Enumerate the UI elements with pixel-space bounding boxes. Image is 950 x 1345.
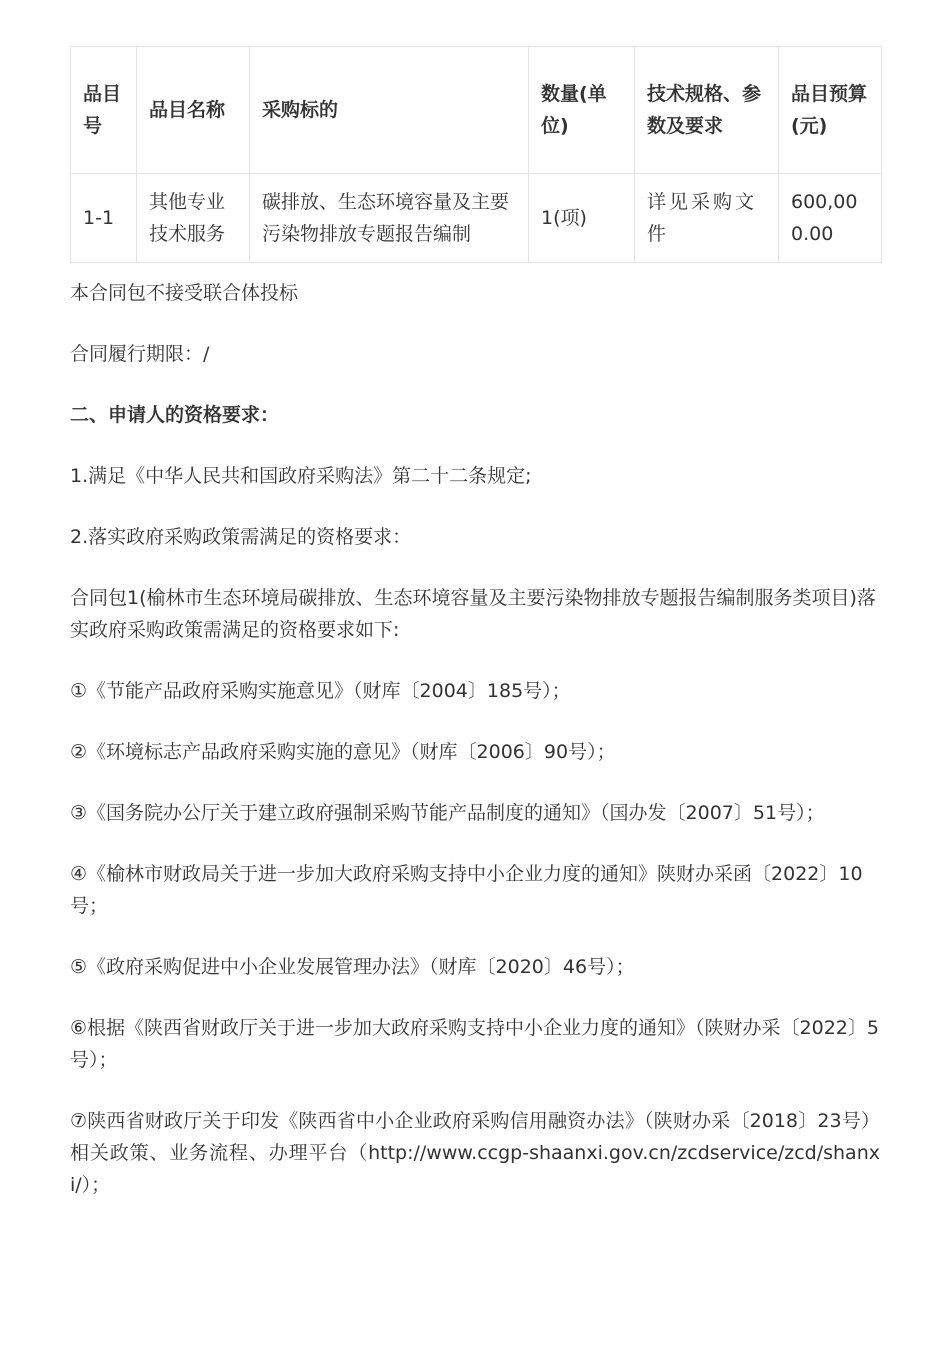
header-item-no: 品目号	[71, 47, 137, 174]
table-row	[71, 174, 882, 263]
contract-period: 合同履行期限：/	[70, 343, 210, 365]
package-requirements: 合同包1(榆林市生态环境局碳排放、生态环境容量及主要污染物排放专题报告编制服务类项目)落实政府采购政策需满足的资格要求如下:	[70, 587, 876, 641]
header-budget: 品目预算(元)	[779, 47, 882, 174]
policy-item-7: ⑦陕西省财政厅关于印发《陕西省中小企业政府采购信用融资办法》（陕财办采〔2018〕23号）相关政策、业务流程、办理平台（http://www.ccgp-shaanxi.gov.cn/zcdservice/zcd/shanxi/）；	[70, 1110, 880, 1196]
requirement-1: 1.满足《中华人民共和国政府采购法》第二十二条规定;	[70, 465, 532, 487]
header-quantity: 数量(单位)	[529, 47, 635, 174]
policy-item-3: ③《国务院办公厅关于建立政府强制采购节能产品制度的通知》（国办发〔2007〕51号）；	[70, 802, 825, 824]
header-item-name: 品目名称	[137, 47, 250, 174]
policy-item-2: ②《环境标志产品政府采购实施的意见》（财库〔2006〕90号）；	[70, 741, 616, 763]
policy-item-6: ⑥根据《陕西省财政厅关于进一步加大政府采购支持中小企业力度的通知》（陕财办采〔2022〕5号）；	[70, 1017, 879, 1071]
section-2-title: 二、申请人的资格要求：	[70, 404, 280, 426]
requirement-2: 2.落实政府采购政策需满足的资格要求：	[70, 526, 412, 548]
header-spec: 技术规格、参数及要求	[635, 47, 779, 174]
table-header-row	[71, 47, 882, 174]
no-consortium-note: 本合同包不接受联合体投标	[70, 282, 299, 304]
policy-item-5: ⑤《政府采购促进中小企业发展管理办法》（财库〔2020〕46号）；	[70, 956, 635, 978]
cell-target: 碳排放、生态环境容量及主要污染物排放专题报告编制	[250, 174, 529, 263]
cell-budget: 600,000.00	[779, 174, 882, 263]
cell-item-name: 其他专业技术服务	[137, 174, 250, 263]
header-target: 采购标的	[250, 47, 529, 174]
procurement-items-table	[70, 46, 882, 263]
cell-item-no: 1-1	[71, 174, 137, 263]
policy-item-1: ①《节能产品政府采购实施意见》（财库〔2004〕185号）；	[70, 680, 571, 702]
cell-quantity: 1(项)	[529, 174, 635, 263]
cell-spec: 详见采购文件	[635, 174, 779, 263]
policy-item-4: ④《榆林市财政局关于进一步加大政府采购支持中小企业力度的通知》陕财办采函〔2022〕10号；	[70, 863, 863, 917]
